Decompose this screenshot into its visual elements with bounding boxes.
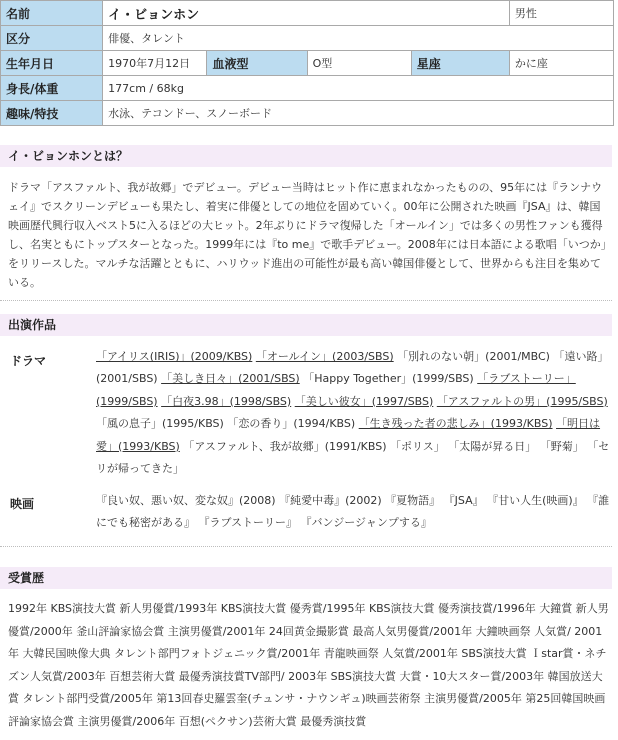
drama-title: 「別れのない朝」(2001/MBC) xyxy=(397,350,550,363)
works-heading: 出演作品 xyxy=(0,314,612,336)
sign-label: 星座 xyxy=(411,51,509,76)
divider xyxy=(0,546,612,547)
name-value: イ・ビョンホン xyxy=(103,1,510,26)
hobby-label: 趣味/特技 xyxy=(1,101,103,126)
category-label: 区分 xyxy=(1,26,103,51)
blood-label: 血液型 xyxy=(207,51,307,76)
drama-title: 「Happy Together」(1999/SBS) xyxy=(303,372,474,386)
awards-text: 1992年 KBS演技大賞 新人男優賞/1993年 KBS演技大賞 優秀賞/1995年 KBS演技大賞 優秀演技賞/1996年 大鐘賞 新人男優賞/2000年 釜山評論家協会賞 主演男優賞/2001年 24回黄金撮影賞 最高人気男優賞/2001年 大鐘映画祭 人気賞/ 2001年 大韓民国映像大典 タレント部門フォトジェニック賞/2001年 青龍映画祭 人気賞/2001年 SBS演技大賞 Ｉstar賞・ネチズン人気賞/2003年 百想芸術大賞 最優秀演技賞TV部門/ 2003年 SBS演技大賞 大賞・10大スター賞/2003年 韓国放送大賞 タレント部門受賞/2005年 第13回春史羅雲奎(チュンサ・ナウンギュ)映画芸術祭 主演男優賞/2005年 第25回韓国映画評論家協会賞 主演男優賞/2006年 百想(ペクサン)芸術大賞 最優秀演技賞 xyxy=(8,602,609,728)
drama-link[interactable]: 「アイリス(IRIS)」(2009/KBS) xyxy=(96,350,253,363)
birth-label: 生年月日 xyxy=(1,51,103,76)
drama-title: 「セリが帰ってきた」 xyxy=(96,439,610,476)
movie-list: 『良い奴、悪い奴、変な奴』(2008) 『純愛中毒』(2002) 『夏物語』 『JSA』 『甘い人生(映画)』 『誰にでも秘密がある』 『ラブストーリー』 『バンジージャンプする』 xyxy=(96,494,610,529)
drama-title: 「アスファルト、我が故郷」(1991/KBS) xyxy=(183,439,387,453)
drama-list xyxy=(96,346,611,480)
drama-title: 「遠い路」(2001/SBS) xyxy=(96,350,609,386)
drama-link[interactable]: 「美しい彼女」(1997/SBS) xyxy=(294,394,434,408)
drama-title: 「野菊」 xyxy=(539,439,584,453)
drama-link[interactable]: 「明日は愛」(1993/KBS) xyxy=(96,417,601,453)
hobby-value: 水泳、テコンドー、スノーボード xyxy=(103,101,614,126)
drama-title: 「太陽が昇る日」 xyxy=(448,439,537,453)
size-label: 身長/体重 xyxy=(1,76,103,101)
sign-value: かに座 xyxy=(509,51,613,76)
category-value: 俳優、タレント xyxy=(103,26,614,51)
movie-label: 映画 xyxy=(10,497,35,511)
drama-title: 「恋の香り」(1994/KBS) xyxy=(227,417,356,431)
drama-link[interactable]: 「ラブストーリー」(1999/SBS) xyxy=(96,372,576,408)
intro-text: ドラマ「アスファルト、我が故郷」でデビュー。デビュー当時はヒット作に恵まれなかったものの、95年には『ランナウェイ』でスクリーンデビューも果たし、着実に俳優としての地位を固めていく。00年に公開された映画『JSA』は、韓国映画歴代興行収入ベスト5に入るほどの大ヒット。2年ぶりにドラマ復帰した「オールイン」では多くの男性ファンも獲得し、名実ともにトップスターとなった。1999年には『to me』で歌手デビュー。2008年には日本語による歌唱「いつか」をリリースした。マルチな活躍とともに、ハリウッド進出の可能性が最も高い韓国俳優として、世界からも注目を集めている。 xyxy=(8,181,607,289)
drama-link[interactable]: 「アスファルトの男」(1995/SBS) xyxy=(436,394,608,408)
divider xyxy=(0,300,612,301)
birth-value: 1970年7月12日 xyxy=(103,51,207,76)
profile-table xyxy=(0,0,614,126)
drama-link[interactable]: 「オールイン」(2003/SBS) xyxy=(255,350,394,363)
drama-label: ドラマ xyxy=(10,354,47,368)
blood-value: O型 xyxy=(307,51,411,76)
drama-title: 「風の息子」(1995/KBS) xyxy=(96,417,224,431)
gender-value: 男性 xyxy=(509,1,613,26)
drama-title: 「ポリス」 xyxy=(390,439,445,453)
awards-heading: 受賞歴 xyxy=(0,567,612,589)
size-value: 177cm / 68kg xyxy=(103,76,614,101)
drama-link[interactable]: 「白夜3.98」(1998/SBS) xyxy=(161,394,292,408)
name-label: 名前 xyxy=(1,1,103,26)
drama-link[interactable]: 「生き残った者の悲しみ」(1993/KBS) xyxy=(358,417,553,431)
drama-link[interactable]: 「美しき日々」(2001/SBS) xyxy=(161,372,300,386)
intro-heading: イ・ビョンホンとは？ xyxy=(0,145,612,167)
